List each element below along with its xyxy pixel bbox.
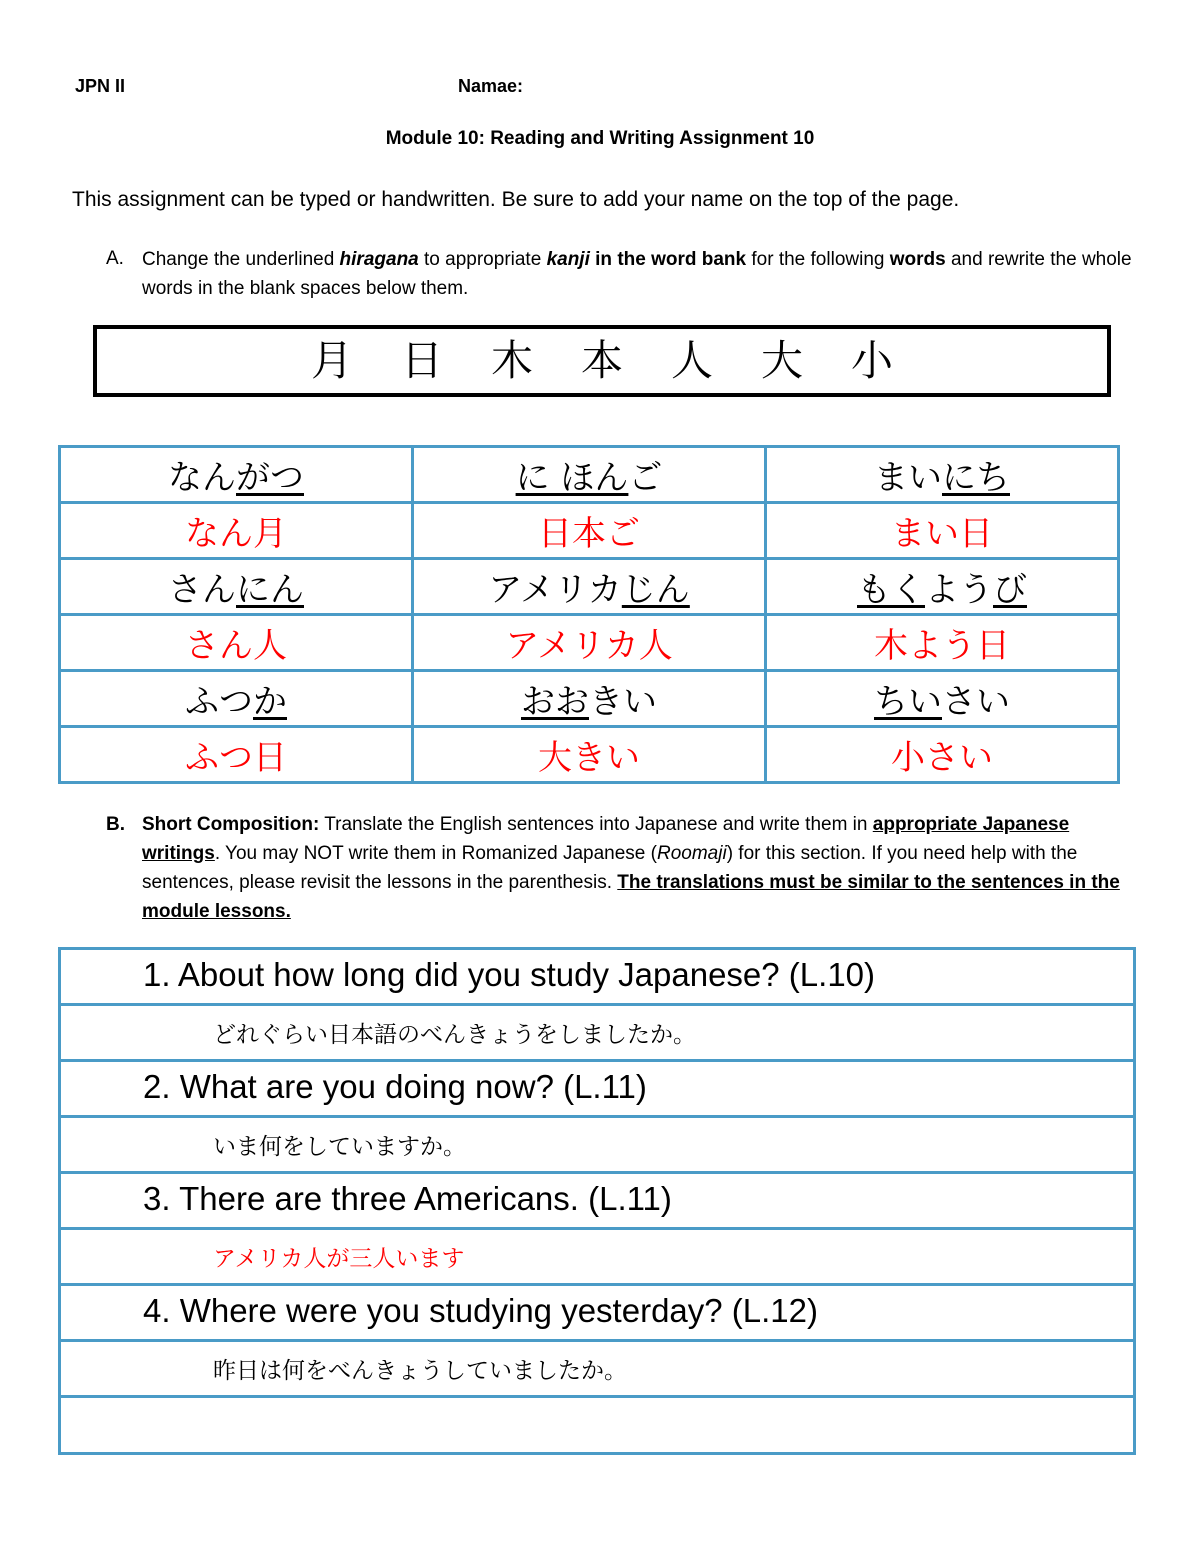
composition-answer[interactable]: 昨日は何をべんきょうしていましたか。 [213,1358,627,1384]
grid-answer-cell[interactable]: 大きい [413,727,766,783]
grid-row-answer [60,727,1119,783]
grid-prompt-cell: に ほんご [413,447,766,503]
composition-question-row [61,950,1133,1006]
word-bank-kanji: 日 [400,336,443,385]
composition-answer-row[interactable] [61,1342,1133,1398]
name-label: Namae: [458,76,524,96]
grid-prompt-cell: ふつか [60,671,413,727]
grid-prompt-cell: おおきい [413,671,766,727]
composition-answer[interactable]: アメリカ人が三人います [213,1246,465,1272]
grid-prompt-cell: まいにち [766,447,1119,503]
composition-answer[interactable]: どれぐらい日本語のべんきょうをしましたか。 [213,1022,696,1048]
grid-prompt-cell: ちいさい [766,671,1119,727]
composition-question-row [61,1174,1133,1230]
section-b-letter: B. [106,814,125,835]
page-title: Module 10: Reading and Writing Assignment 10 [385,128,815,149]
grid-prompt-cell: さんにん [60,559,413,615]
section-a-instructions: Change the underlined hiragana to appropriate kanji in the word bank for the following words and rewrite the whole words in the blank spaces below them. [142,249,1132,299]
grid-row-prompt [60,559,1119,615]
word-bank-kanji: 本 [580,336,623,385]
grid-row-prompt [60,447,1119,503]
word-bank [93,325,1111,397]
composition-question: 1. About how long did you study Japanese? (L.10) [143,956,876,993]
kanji-grid [58,445,1120,784]
section-a-letter: A. [106,248,124,269]
composition-question: 4. Where were you studying yesterday? (L.12) [143,1292,819,1329]
grid-prompt-cell: アメリカじん [413,559,766,615]
grid-row-answer [60,503,1119,559]
course-label: JPN II [75,76,126,96]
grid-row-prompt [60,671,1119,727]
grid-answer-cell[interactable]: 日本ご [413,503,766,559]
grid-answer-cell[interactable]: さん人 [60,615,413,671]
composition-answer[interactable]: いま何をしていますか。 [213,1134,466,1160]
composition-question-row [61,1062,1133,1118]
grid-row-answer [60,615,1119,671]
section-b-instructions: Short Composition: Translate the English sentences into Japanese and write them in appropriate Japanese writings. You may NOT write them in Romanized Japanese (Roomaji) for this section. If you need help with the sentences, please revisit the lessons in the parenthesis. The translations must be similar to the sentences in the module lessons. [142,814,1120,922]
composition-question: 2. What are you doing now? (L.11) [143,1068,647,1105]
grid-answer-cell[interactable]: なん月 [60,503,413,559]
intro-text: This assignment can be typed or handwritten. Be sure to add your name on the top of the page. [72,188,960,211]
word-bank-kanji: 大 [761,336,804,385]
composition-answer-row[interactable] [61,1118,1133,1174]
composition-table [58,947,1136,1455]
grid-prompt-cell: もくようび [766,559,1119,615]
grid-answer-cell[interactable]: 小さい [766,727,1119,783]
grid-answer-cell[interactable]: 木よう日 [766,615,1119,671]
grid-answer-cell[interactable]: ふつ日 [60,727,413,783]
word-bank-kanji: 木 [490,336,533,385]
composition-blank-row[interactable] [61,1398,1133,1452]
word-bank-kanji: 月 [310,336,353,385]
composition-question: 3. There are three Americans. (L.11) [143,1180,672,1217]
grid-answer-cell[interactable]: まい日 [766,503,1119,559]
composition-question-row [61,1286,1133,1342]
grid-answer-cell[interactable]: アメリカ人 [413,615,766,671]
composition-answer-row[interactable] [61,1006,1133,1062]
word-bank-kanji: 小 [851,336,894,385]
composition-answer-row[interactable] [61,1230,1133,1286]
word-bank-kanji: 人 [671,336,714,385]
grid-prompt-cell: なんがつ [60,447,413,503]
